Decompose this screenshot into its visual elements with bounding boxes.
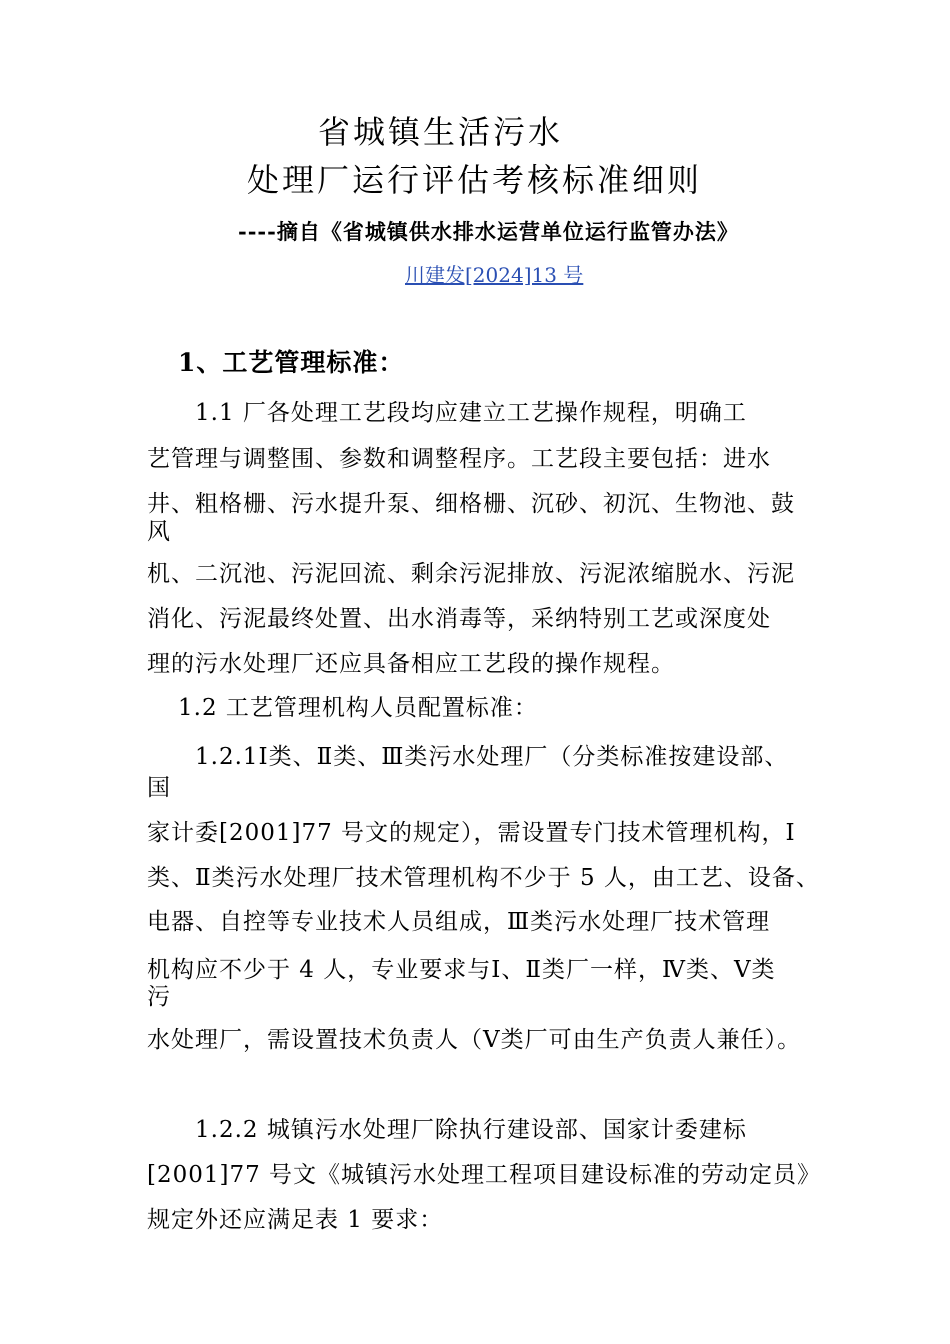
paragraph-line: 理的污水处理厂还应具备相应工艺段的操作规程。 [147,651,675,677]
paragraph-line: 消化、污泥最终处置、出水消毒等，采纳特别工艺或深度处 [147,606,771,632]
paragraph-line: 机、二沉池、污泥回流、剩余污泥排放、污泥浓缩脱水、污泥 [147,561,795,587]
paragraph-line: 1.2.1Ⅰ类、Ⅱ类、Ⅲ类污水处理厂（分类标准按建设部、 [195,744,789,770]
paragraph-line: 艺管理与调整围、参数和调整程序。工艺段主要包括：进水 [147,446,771,472]
paragraph-line: 国 [147,775,171,801]
paragraph-line: 水处理厂，需设置技术负责人（Ⅴ类厂可由生产负责人兼任）。 [147,1027,802,1053]
paragraph-line: 1.1 厂各处理工艺段均应建立工艺操作规程，明确工 [195,400,747,426]
paragraph-line: 1.2.2 城镇污水处理厂除执行建设部、国家计委建标 [195,1117,747,1143]
document-reference-link[interactable]: 川建发[2024]13 号 [405,263,584,287]
section-heading: 1、工艺管理标准： [178,348,405,377]
subtitle: ----摘自《省城镇供水排水运营单位运行监管办法》 [238,219,739,244]
paragraph-line: 类、Ⅱ类污水处理厂技术管理机构不少于 5 人，由工艺、设备、 [147,865,820,891]
paragraph-line: 风 [147,519,171,545]
paragraph-line: 家计委[2001]77 号文的规定），需设置专门技术管理机构，Ⅰ [147,820,796,846]
paragraph-line: 机构应不少于 4 人，专业要求与Ⅰ、Ⅱ类厂一样，Ⅳ类、Ⅴ类 [147,957,776,983]
paragraph-line: 电器、自控等专业技术人员组成，Ⅲ类污水处理厂技术管理 [147,909,771,935]
paragraph-line: 污 [147,984,171,1010]
paragraph-line: [2001]77 号文《城镇污水处理工程项目建设标准的劳动定员》 [147,1162,822,1188]
title-line-1: 省城镇生活污水 [318,113,564,151]
title-line-2: 处理厂运行评估考核标准细则 [247,161,703,199]
paragraph-line: 井、粗格栅、污水提升泵、细格栅、沉砂、初沉、生物池、鼓 [147,491,795,517]
subsection-heading: 1.2 工艺管理机构人员配置标准： [178,695,538,721]
paragraph-line: 规定外还应满足表 1 要求： [147,1207,444,1233]
